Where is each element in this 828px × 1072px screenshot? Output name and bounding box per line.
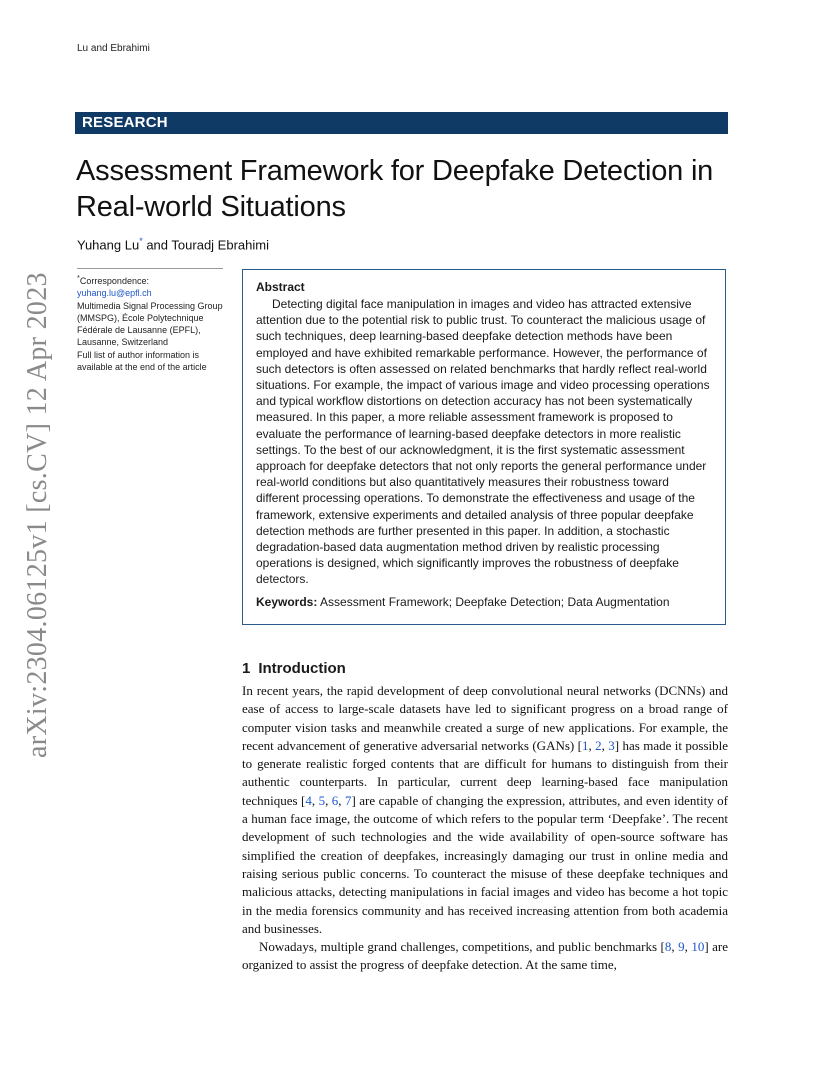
citation-link[interactable]: 10 <box>691 939 705 955</box>
text-run: ] has made it possible to generate realistic forged contents that are difficult for humans to distinguish from their authentic counterparts. In particular, current deep learning-based face manipulation techniques [ <box>242 737 728 808</box>
citation-link[interactable]: 6 <box>331 792 339 808</box>
keywords-label: Keywords: <box>256 594 318 609</box>
citation-link[interactable]: 7 <box>344 792 352 808</box>
author-first: Yuhang Lu <box>77 237 140 253</box>
citation-link[interactable]: 2 <box>595 737 602 753</box>
author-info-note: Full list of author information is available at the end of the article <box>77 349 207 373</box>
text-run: Nowadays, multiple grand challenges, competitions, and public benchmarks [ <box>259 939 665 955</box>
email-link[interactable]: yuhang.lu@epfl.ch <box>77 288 152 299</box>
author-list <box>77 236 269 252</box>
section-label: RESEARCH <box>82 114 168 131</box>
section-title: Introduction <box>258 660 346 677</box>
introduction-body <box>242 682 728 975</box>
abstract-body: Detecting digital face manipulation in images and video has attracted extensive attention due to the potential risk to public trust. To counteract the malicious usage of such techniques, deep learning-based deepfake detection methods have been employed and have exhibited remarkable performance. However, the performance of such detectors is often assessed on related benchmarks that hardly reflect real-world situations. For example, the impact of various image and video processing operations and typical workflow distortions on detection accuracy has not been systematically measured. In this paper, a more reliable assessment framework is proposed to evaluate the performance of learning-based deepfake detectors in more realistic settings. To the best of our acknowledgment, it is the first systematic assessment approach for deepfake detectors that not only reports the general performance under real-world conditions but also quantitatively measures their robustness toward different processing operations. To demonstrate the effectiveness and usage of the framework, extensive experiments and detailed analysis of three popular deepfake detection methods are further presented in this paper. In addition, a stochastic degradation-based data augmentation method driven by realistic processing operations is designed, which significantly improves the robustness of deepfake detectors. <box>256 297 710 587</box>
author-second: Touradj Ebrahimi <box>171 237 269 253</box>
author-connector: and <box>146 237 169 253</box>
running-head: Lu and Ebrahimi <box>77 43 150 54</box>
sidebar-divider <box>77 268 223 269</box>
citation-link[interactable]: 4 <box>305 792 312 808</box>
arxiv-stamp: arXiv:2304.06125v1 [cs.CV] 12 Apr 2023 <box>22 272 53 758</box>
citation-link[interactable]: 3 <box>608 737 615 753</box>
text-run: In recent years, the rapid development of deep convolutional neural networks (DCNNs) and ease of access to large-scale datasets have led to significant progress on a broad range of computer vision tasks and meanwhile created a surge of new applications. For example, the recent advancement of generative adversarial networks (GANs) [ <box>242 683 728 753</box>
paragraph: In recent years, the rapid development of deep convolutional neural networks (DCNNs) and ease of access to large-scale datasets have led to significant progress on a broad range of computer vision tasks and meanwhile created a surge of new applications. For example, the recent advancement of generative adversarial networks (GANs) [1, 2, 3] has made it possible to generate realistic forged contents that are difficult for humans to distinguish from their authentic counterparts. In particular, current deep learning-based face manipulation techniques [4, 5, 6, 7] are capable of changing the expression, attributes, and even identity of a human face image, the outcome of which refers to the popular term ‘Deepfake’. The recent development of such technologies and the wide availability of open-source software has simplified the creation of deepfakes, increasingly damaging our trust in online media and raising serious public concerns. To counteract the misuse of these deepfake techniques and malicious attacks, detecting manipulations in facial images and video has become a hot topic in the media forensics community and has received increasing attention from both academia and businesses. <box>242 683 729 936</box>
section-heading-introduction <box>242 660 346 677</box>
citation-link[interactable]: 5 <box>318 792 326 808</box>
section-banner <box>75 112 728 134</box>
section-number: 1 <box>242 660 251 677</box>
correspondence-mark: * <box>77 273 80 282</box>
citation-link[interactable]: 9 <box>678 939 685 955</box>
citation-link[interactable]: 1 <box>581 737 589 753</box>
keywords-list: Assessment Framework; Deepfake Detection; Data Augmentation <box>320 594 670 609</box>
text-run: ] are organized to assist the progress of deepfake detection. At the same time, <box>242 939 728 973</box>
correspondence-label: Correspondence: <box>79 276 149 286</box>
text-run: ] are capable of changing the expression, attributes, and even identity of a human face image, the outcome of which refers to the popular term ‘Deepfake’. The recent development of such technologies and the wide availability of open-source software has simplified the creation of deepfakes, increasingly damaging our trust in online media and raising serious public concerns. To counteract the misuse of these deepfake techniques and malicious attacks, detecting manipulations in facial images and video has become a hot topic in the media forensics community and has received increasing attention from both academia and businesses. <box>242 792 729 936</box>
abstract-heading: Abstract <box>256 280 305 294</box>
author-sidebar <box>77 272 227 373</box>
paragraph: Nowadays, multiple grand challenges, competitions, and public benchmarks [8, 9, 10] are organized to assist the progress of deepfake detection. At the same time, <box>242 939 728 973</box>
keywords <box>256 595 712 609</box>
citation-link[interactable]: 8 <box>664 939 672 955</box>
affiliation: Multimedia Signal Processing Group (MMSPG), École Polytechnique Fédérale de Lausanne (EPFL), Lausanne, Switzerland <box>77 300 223 348</box>
paper-title: Assessment Framework for Deepfake Detection in Real-world Situations <box>76 155 714 223</box>
abstract-box <box>242 269 726 625</box>
correspondence-marker[interactable]: * <box>139 236 143 246</box>
